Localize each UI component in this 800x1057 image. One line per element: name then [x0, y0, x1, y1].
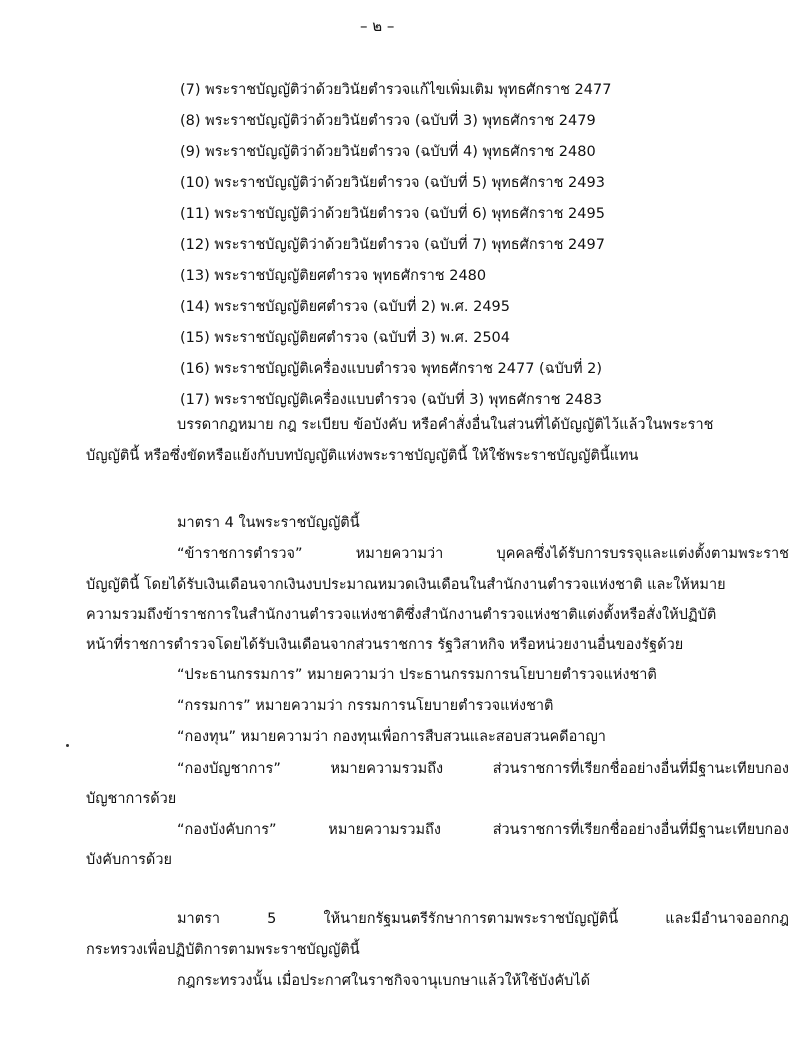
police-officer-line-3: ความรวมถึงข้าราชการในสำนักงานตำรวจแห่งชาติซึ่งสำนักงานตำรวจแห่งชาติแต่งตั้งหรือสั่งให้ปฏิบัติ — [86, 607, 717, 623]
definition-police-officer — [177, 544, 789, 564]
repealed-act-item: (16) พระราชบัญญัติเครื่องแบบตำรวจ พุทธศักราช 2477 (ฉบับที่ 2) — [180, 361, 603, 377]
repealed-act-item: (15) พระราชบัญญัติยศตำรวจ (ฉบับที่ 3) พ.ศ. 2504 — [180, 330, 510, 346]
section-4-heading: มาตรา 4 ในพระราชบัญญัตินี้ — [177, 515, 360, 531]
page-number: – ๒ – — [360, 17, 395, 35]
repeal-clause-line-1: บรรดากฎหมาย กฎ ระเบียบ ข้อบังคับ หรือคำสั่งอื่นในส่วนที่ได้บัญญัติไว้แล้วในพระราช — [177, 417, 714, 433]
police-officer-line-4: หน้าที่ราชการตำรวจโดยได้รับเงินเดือนจากส่วนราชการ รัฐวิสาหกิจ หรือหน่วยงานอื่นของรัฐด้วย — [86, 637, 684, 653]
repealed-act-item: (9) พระราชบัญญัติว่าด้วยวินัยตำรวจ (ฉบับที่ 4) พุทธศักราช 2480 — [180, 144, 596, 160]
repealed-act-item: (11) พระราชบัญญัติว่าด้วยวินัยตำรวจ (ฉบับที่ 6) พุทธศักราช 2495 — [180, 206, 605, 222]
definition-text: ส่วนราชการที่เรียกชื่ออย่างอื่นที่มีฐานะเทียบกอง — [492, 822, 789, 838]
police-officer-line-2: บัญญัตินี้ โดยได้รับเงินเดือนจากเงินงบประมาณหมวดเงินเดือนในสำนักงานตำรวจแห่งชาติ และให้หมาย — [86, 577, 726, 593]
means-text: หมายความรวมถึง — [330, 761, 444, 777]
term-division: “กองบัญชาการ” — [177, 761, 281, 777]
definition-text: ส่วนราชการที่เรียกชื่ออย่างอื่นที่มีฐานะเทียบกอง — [492, 761, 789, 777]
repealed-act-item: (10) พระราชบัญญัติว่าด้วยวินัยตำรวจ (ฉบับที่ 5) พุทธศักราช 2493 — [180, 175, 605, 191]
repealed-act-item: (7) พระราชบัญญัติว่าด้วยวินัยตำรวจแก้ไขเพิ่มเติม พุทธศักราช 2477 — [180, 82, 612, 98]
term-command: “กองบังคับการ” — [177, 822, 277, 838]
definition-committee: “กรรมการ” หมายความว่า กรรมการนโยบายตำรวจแห่งชาติ — [177, 698, 554, 714]
section-5-number: 5 — [267, 911, 277, 927]
definition-command — [177, 820, 789, 840]
section-5-line-1 — [177, 909, 789, 929]
definition-chairman: “ประธานกรรมการ” หมายความว่า ประธานกรรมการนโยบายตำรวจแห่งชาติ — [177, 667, 657, 683]
repealed-act-item: (12) พระราชบัญญัติว่าด้วยวินัยตำรวจ (ฉบับที่ 7) พุทธศักราช 2497 — [180, 237, 605, 253]
section-5-line-2: กระทรวงเพื่อปฏิบัติการตามพระราชบัญญัตินี้ — [86, 942, 360, 958]
section-5-text-b: และมีอำนาจออกกฎ — [665, 911, 789, 927]
section-5-line-3: กฎกระทรวงนั้น เมื่อประกาศในราชกิจจานุเบกษาแล้วให้ใช้บังคับได้ — [177, 973, 591, 989]
repealed-act-item: (17) พระราชบัญญัติเครื่องแบบตำรวจ (ฉบับที่ 3) พุทธศักราช 2483 — [180, 392, 603, 408]
section-5-text-a: ให้นายกรัฐมนตรีรักษาการตามพระราชบัญญัตินี้ — [323, 911, 619, 927]
means-text: หมายความรวมถึง — [328, 822, 441, 838]
scan-speck — [66, 744, 69, 747]
command-line-2: บังคับการด้วย — [86, 852, 172, 868]
definition-text: บุคคลซึ่งได้รับการบรรจุและแต่งตั้งตามพระราช — [496, 546, 789, 562]
means-text: หมายความว่า — [355, 546, 444, 562]
division-line-2: บัญชาการด้วย — [86, 791, 177, 807]
repeal-clause-line-2: บัญญัตินี้ หรือซึ่งขัดหรือแย้งกับบทบัญญัติแห่งพระราชบัญญัตินี้ ให้ใช้พระราชบัญญัตินี้แทน — [86, 448, 639, 464]
repealed-act-item: (13) พระราชบัญญัติยศตำรวจ พุทธศักราช 2480 — [180, 268, 487, 284]
term-police-officer: “ข้าราชการตำรวจ” — [177, 546, 303, 562]
definition-division — [177, 759, 789, 779]
definition-fund: “กองทุน” หมายความว่า กองทุนเพื่อการสืบสวนและสอบสวนคดีอาญา — [177, 729, 606, 745]
repealed-act-item: (8) พระราชบัญญัติว่าด้วยวินัยตำรวจ (ฉบับที่ 3) พุทธศักราช 2479 — [180, 113, 596, 129]
repealed-act-item: (14) พระราชบัญญัติยศตำรวจ (ฉบับที่ 2) พ.ศ. 2495 — [180, 299, 510, 315]
section-5-word: มาตรา — [177, 911, 221, 927]
